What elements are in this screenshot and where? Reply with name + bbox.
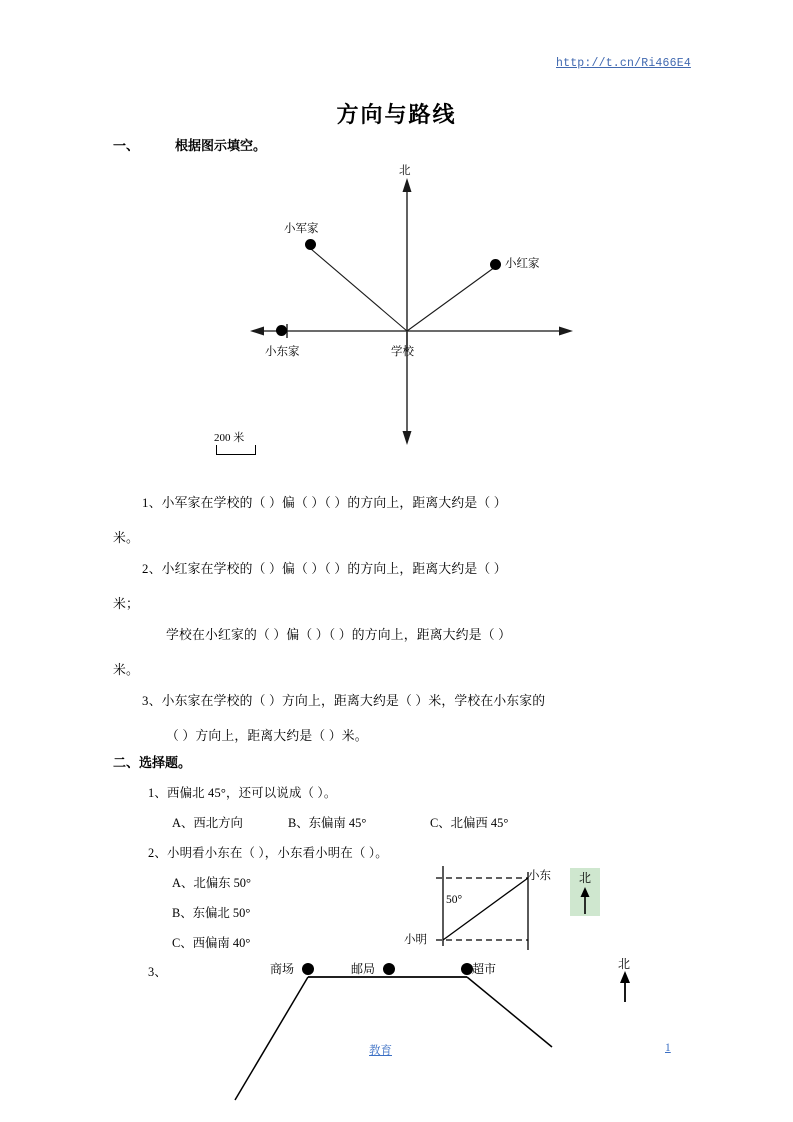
point-xiaojun [305,239,316,250]
angle-diagram-right-label: 小东 [528,870,551,882]
road-compass-north-label: 北 [618,957,631,971]
page-number[interactable]: 1 [665,1042,671,1054]
section-one-label: 根据图示填空。 [175,138,267,153]
footer-link[interactable]: 教育 [369,1045,392,1057]
section-two-number: 二、 [113,755,140,770]
point-school-label: 学校 [391,346,414,358]
page-title: 方向与路线 [336,102,457,128]
angle-label: 50° [446,894,463,906]
choice-q1-option-a[interactable]: A、西北方向 [172,816,243,830]
source-url-link[interactable]: http://t.cn/Ri466E4 [556,57,691,70]
compass-north-label: 北 [578,871,591,885]
choice-q1-option-b[interactable]: B、东偏南 45° [288,816,367,830]
road-map-svg [215,955,685,1122]
question-2b-line-2: 米。 [113,663,139,677]
section-two-label: 选择题。 [139,755,192,770]
angle-diagram [400,862,550,950]
point-xiaodong-label: 小东家 [265,346,300,358]
scale-bar-bracket [216,445,256,455]
section-one-number: 一、 [113,138,140,153]
question-3-line-2: （ ）方向上，距离大约是（ ）米。 [166,729,368,743]
road-label-mall: 商场 [270,962,295,976]
question-1-line-1: 1、小军家在学校的（ ）偏（ ）（ ）的方向上，距离大约是（ ） [142,496,507,510]
question-3-line-1: 3、小东家在学校的（ ）方向上，距离大约是（ ）米，学校在小东家的 [142,694,546,708]
road-map-diagram [215,955,685,1122]
choice-q2-option-c[interactable]: C、西偏南 40° [172,936,251,950]
point-xiaojun-label: 小军家 [284,223,319,235]
choice-question-2-stem: 2、小明看小东在（ ），小东看小明在（ ）。 [148,846,388,860]
direction-diagram-svg [180,160,610,460]
compass-arrow-icon [570,885,600,915]
question-2-line-1: 2、小红家在学校的（ ）偏（ ）（ ）的方向上，距离大约是（ ） [142,562,507,576]
choice-q2-option-b[interactable]: B、东偏北 50° [172,906,251,920]
scale-bar-label: 200 米 [214,432,245,444]
road-label-supermarket: 超市 [472,962,497,976]
point-xiaodong [276,325,287,336]
road-label-post-office: 邮局 [351,962,376,976]
choice-q1-option-c[interactable]: C、北偏西 45° [430,816,509,830]
question-2-line-2: 米； [113,597,139,611]
diagram-north-label: 北 [399,165,411,177]
scale-bar [214,429,258,457]
direction-diagram [180,160,610,460]
compass-indicator [570,868,600,916]
question-2b-line-1: 学校在小红家的（ ）偏（ ）（ ）的方向上，距离大约是（ ） [166,628,512,642]
point-xiaohong [490,259,501,270]
question-1-line-2: 米。 [113,531,139,545]
section-two-heading [113,752,191,771]
choice-q2-option-a[interactable]: A、北偏东 50° [172,876,251,890]
point-xiaohong-label: 小红家 [505,258,540,270]
choice-question-1-stem: 1、西偏北 45°，还可以说成（ ）。 [148,786,337,800]
section-one-heading [113,135,266,154]
choice-question-3-number: 3、 [148,965,167,979]
angle-diagram-left-label: 小明 [404,934,427,946]
